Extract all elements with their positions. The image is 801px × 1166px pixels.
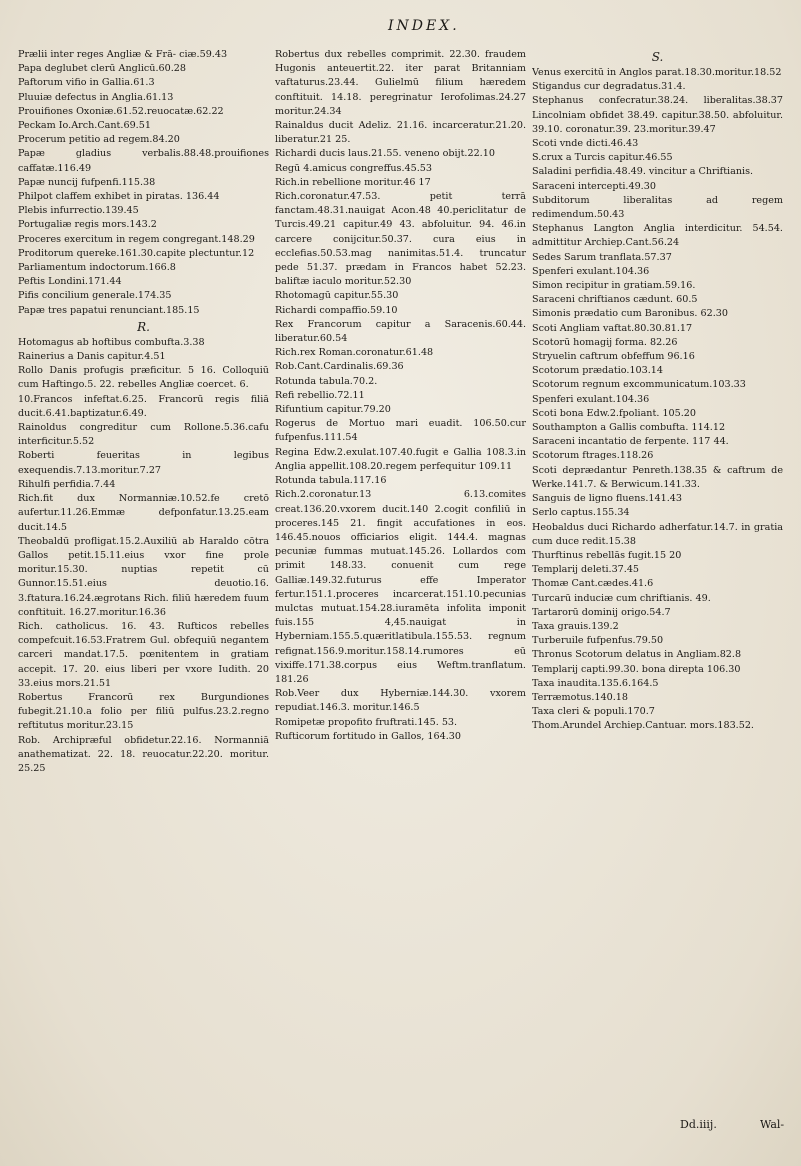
index-entry: Roberti feueritas in legibus exequendis.7.13.moritur.7.27 bbox=[18, 450, 269, 476]
index-entry: Rogerus de Mortuo mari euadit. 106.50.cur fufpenfus.111.54 bbox=[275, 418, 526, 444]
signature-mark: Dd.iiij. bbox=[680, 1118, 717, 1131]
index-entry: Thom.Arundel Archiep.Cantuar. mors.183.52. bbox=[532, 720, 754, 732]
index-entry: Scotorum prædatio.103.14 bbox=[532, 365, 664, 377]
index-entry: Portugaliæ regis mors.143.2 bbox=[18, 219, 157, 231]
index-entry: Paftorum vifio in Gallia.61.3 bbox=[18, 77, 155, 89]
index-entry: Rob.Cant.Cardinalis.69.36 bbox=[275, 361, 404, 373]
index-entry: Plebis infurrectio.139.45 bbox=[18, 205, 139, 217]
section-letter-s: S. bbox=[651, 50, 664, 64]
index-entry: 10.Francos infeftat.6.25. Francorū regis filiā ducit.6.41.baptizatur.6.49. bbox=[18, 393, 269, 419]
index-entry: Papæ gladius verbalis.88.48.prouifiones caffatæ.116.49 bbox=[18, 148, 269, 174]
index-entry: Rainerius a Danis capitur.4.51 bbox=[18, 351, 166, 363]
index-entry: S.crux a Turcis capitur.46.55 bbox=[532, 152, 673, 164]
index-entry: Rhotomagū capitur.55.30 bbox=[275, 290, 399, 302]
index-entry: Scoti deprædantur Penreth.138.35 & caftrum de Werke.141.7. & Berwicum.141.33. bbox=[532, 464, 783, 490]
index-entry: Turcarū induciæ cum chriftianis. 49. bbox=[532, 592, 711, 604]
index-entry: Proceres exercitum in regem congregant.148.29 bbox=[18, 233, 255, 245]
index-entry: Philpot claffem exhibet in piratas. 136.44 bbox=[18, 191, 220, 203]
index-entry: Scotorum ftrages.118.26 bbox=[532, 450, 654, 462]
index-entry: Venus exercitū in Anglos parat.18.30.moritur.18.52 bbox=[532, 67, 782, 78]
index-entry: Theobaldū profligat.15.2.Auxiliū ab Haraldo cōtra Gallos petit.15.11.eius vxor fine prole moritur.15.30. nuptias repetit cū Gunnor.15.51.eius deuotio.16. 3.ftatura.16.24.ægrotans Rich. filiū hæredem fuum conftituit. 16.27.moritur.16.36 bbox=[18, 535, 269, 618]
index-entry: Serlo captus.155.34 bbox=[532, 507, 630, 519]
index-entry: Rifuntium capitur.79.20 bbox=[275, 404, 391, 416]
index-entry: Hotomagus ab hoftibus combufta.3.38 bbox=[18, 336, 205, 348]
index-entry: Proditorum quereke.161.30.capite plectuntur.12 bbox=[18, 247, 255, 259]
index-entry: Scoti vnde dicti.46.43 bbox=[532, 138, 639, 150]
index-entry: Rotunda tabula.117.16 bbox=[275, 475, 387, 487]
index-entry: Sedes Sarum tranflata.57.37 bbox=[532, 251, 672, 263]
index-entry: Rob.Veer dux Hyberniæ.144.30. vxorem repudiat.146.3. moritur.146.5 bbox=[275, 688, 526, 714]
index-entry: Southampton a Gallis combufta. 114.12 bbox=[532, 422, 726, 434]
index-entry: Taxa cleri & populi.170.7 bbox=[532, 706, 655, 718]
index-entry: Rob. Archipræful obfidetur.22.16. Normanniā anathematizat. 22. 18. reuocatur.22.20. moritur. 25.25 bbox=[18, 734, 269, 774]
running-title: INDEX. bbox=[388, 18, 460, 34]
index-entry: Sanguis de ligno fluens.141.43 bbox=[532, 493, 682, 505]
index-entry: Peckam Io.Arch.Cant.69.51 bbox=[18, 120, 151, 132]
index-entry: Rainaldus ducit Adeliz. 21.16. incarceratur.21.20. liberatur.21 25. bbox=[275, 120, 526, 146]
index-entry: Stryuelin caftrum obfeffum 96.16 bbox=[532, 351, 695, 363]
index-entry: Spenferi exulant.104.36 bbox=[532, 393, 650, 405]
index-entry: Prouifiones Oxoniæ.61.52.reuocatæ.62.22 bbox=[18, 105, 224, 117]
index-entry: Templarij capti.99.30. bona direpta 106.30 bbox=[532, 663, 741, 675]
index-entry: Subditorum liberalitas ad regem redimendum.50.43 bbox=[532, 194, 783, 221]
index-entry: Rainoldus congreditur cum Rollone.5.36.cafu interficitur.5.52 bbox=[18, 422, 269, 448]
index-entry: Rich.2.coronatur.13 6.13.comites creat.136.20.vxorem ducit.140 2.cogit confiliū in proceres.145 21. fingit accufationes in eos. 146.45.nouos officiarios eligit. 144.4. magnas pecuniæ fummas mutuat.145.26. Lollardos com primit 148.33. conuenit cum rege Galliæ.149.32.futurus effe Imperator fertur.151.1.proceres incarcerat.151.10.pecunias mulctas mutuat.154.28.iuramēta infolita imponit fuis.155 4,45.nauigat in Hyberniam.155.5.quæritlatibula.155.53. regnum refignat.156.9.moritur.158.14.rumores eū vixiffe.171.38.corpus eius Weftm.tranflatum. 181.26 bbox=[275, 489, 526, 685]
index-entry: Rich. catholicus. 16. 43. Rufticos rebelles compefcuit.16.53.Fratrem Gul. obfequiū negantem carceri mandat.17.5. pœnitentem in gratiam accepit. 17. 20. eius liberi per vxore Iudith. 20 33.eius mors.21.51 bbox=[18, 620, 269, 689]
index-entry: Procerum petitio ad regem.84.20 bbox=[18, 134, 180, 146]
page-header bbox=[0, 18, 801, 44]
index-entry: Terræmotus.140.18 bbox=[532, 691, 628, 703]
index-entry: Thronus Scotorum delatus in Angliam.82.8 bbox=[532, 649, 742, 661]
index-entry: Saladini perfidia.48.49. vincitur a Chriftianis. bbox=[532, 166, 754, 178]
index-entry: Regina Edw.2.exulat.107.40.fugit e Gallia 108.3.in Anglia appellit.108.20.regem perfequitur 109.11 bbox=[275, 446, 526, 472]
index-entry: Richardi compaffio.59.10 bbox=[275, 304, 398, 316]
index-entry: Parliamentum indoctorum.166.8 bbox=[18, 262, 176, 274]
index-entry: Thomæ Cant.cædes.41.6 bbox=[532, 578, 654, 590]
index-column-middle bbox=[275, 48, 526, 1078]
index-entry: Rich.coronatur.47.53. petit terrā fanctam.48.31.nauigat Acon.48 40.periclitatur de Turcis.49.21 capitur.49 43. abfoluitur. 94. 46.in carcere conijcitur.50.37. cura eius in ecclefias.50.53.mag nanimitas.51.4. truncatur pede 51.37. prædam in Francos habet 52.23. baliftæ iaculo moritur.52.30 bbox=[275, 191, 526, 288]
index-entry: Prælii inter reges Angliæ & Frā- ciæ.59.43 bbox=[18, 49, 228, 60]
index-entry: Turberuile fufpenfus.79.50 bbox=[532, 635, 664, 647]
index-entry: Pifis concilium generale.174.35 bbox=[18, 290, 172, 302]
index-entry: Scotorū homagij forma. 82.26 bbox=[532, 336, 678, 348]
index-entry: Papa deglubet clerū Anglicū.60.28 bbox=[18, 63, 186, 75]
index-entry: Peftis Londini.171.44 bbox=[18, 276, 122, 288]
index-entry: Refi rebellio.72.11 bbox=[275, 389, 365, 401]
index-entry: Rich.rex Roman.coronatur.61.48 bbox=[275, 347, 434, 359]
index-column-right bbox=[532, 48, 783, 1078]
index-entry: Rollo Danis profugis præficitur. 5 16. Colloquiū cum Haftingo.5. 22. rebelles Angliæ coercet. 6. bbox=[18, 365, 269, 391]
index-entry: Rex Francorum capitur a Saracenis.60.44. liberatur.60.54 bbox=[275, 318, 526, 345]
index-entry: Regū 4.amicus congreffus.45.53 bbox=[275, 162, 432, 174]
index-entry: Romipetæ propofito fruftrati.145. 53. bbox=[275, 716, 458, 728]
index-entry: Scoti Angliam vaftat.80.30.81.17 bbox=[532, 322, 693, 334]
index-entry: Rich.fit dux Normanniæ.10.52.fe cretō aufertur.11.26.Emmæ defponfatur.13.25.eam ducit.14.5 bbox=[18, 493, 269, 533]
index-entry: Rufticorum fortitudo in Gallos, 164.30 bbox=[275, 730, 461, 742]
index-entry: Papæ tres papatui renunciant.185.15 bbox=[18, 304, 200, 316]
section-letter-r: R. bbox=[137, 319, 150, 334]
index-entry: Rotunda tabula.70.2. bbox=[275, 375, 378, 387]
index-entry: Robertus dux rebelles comprimit. 22.30. fraudem Hugonis anteuertit.22. iter parat Britanniam vaftaturus.23.44. Gulielmū filium hæredem conftituit. 14.18. peregrinatur Ierofolimas.24.27 moritur.24.34 bbox=[275, 49, 526, 117]
index-entry: Robertus Francorū rex Burgundiones fubegit.21.10.a folio per filiū pulfus.23.2.regno reftitutus moritur.23.15 bbox=[18, 691, 269, 732]
index-entry: Scotorum regnum excommunicatum.103.33 bbox=[532, 379, 746, 391]
index-entry: Rihulfi perfidia.7.44 bbox=[18, 478, 116, 490]
index-entry: Taxa inaudita.135.6.164.5 bbox=[532, 677, 659, 689]
index-columns bbox=[18, 48, 783, 1078]
index-entry: Scoti bona Edw.2.fpoliant. 105.20 bbox=[532, 407, 697, 419]
index-entry: Thurftinus rebellās fugit.15 20 bbox=[532, 549, 682, 561]
index-entry: Spenferi exulant.104.36 bbox=[532, 265, 650, 277]
index-column-left bbox=[18, 48, 269, 1078]
catchword: Wal- bbox=[760, 1118, 785, 1131]
index-entry: Stephanus Langton Anglia interdicitur. 54.54. admittitur Archiep.Cant.56.24 bbox=[532, 223, 783, 249]
index-entry: Rich.in rebellione moritur.46 17 bbox=[275, 176, 431, 188]
index-entry: Simonis prædatio cum Baronibus. 62.30 bbox=[532, 308, 728, 320]
index-entry: Saraceni incantatio de ferpente. 117 44. bbox=[532, 436, 729, 448]
index-entry: Templarij deleti.37.45 bbox=[532, 564, 640, 576]
index-entry: Papæ nuncij fufpenfi.115.38 bbox=[18, 176, 156, 188]
index-entry: Stigandus cur degradatus.31.4. bbox=[532, 81, 686, 93]
index-entry: Saraceni chriftianos cædunt. 60.5 bbox=[532, 294, 698, 306]
index-entry: Richardi ducis laus.21.55. veneno obijt.22.10 bbox=[275, 148, 495, 160]
index-entry: Tartarorū dominij origo.54.7 bbox=[532, 606, 671, 618]
index-entry: Pluuiæ defectus in Anglia.61.13 bbox=[18, 91, 174, 103]
index-entry: Simon recipitur in gratiam.59.16. bbox=[532, 280, 696, 292]
index-entry: Saraceni intercepti.49.30 bbox=[532, 180, 656, 192]
index-entry: Stephanus confecratur.38.24. liberalitas.38.37 Lincolniam obfidet 38.49. capitur.38.50. abfoluitur. 39.10. coronatur.39. 23.moritur.39.47 bbox=[532, 95, 783, 135]
index-entry: Taxa grauis.139.2 bbox=[532, 620, 619, 632]
index-entry: Heobaldus duci Richardo adherfatur.14.7. in gratia cum duce redit.15.38 bbox=[532, 521, 783, 547]
